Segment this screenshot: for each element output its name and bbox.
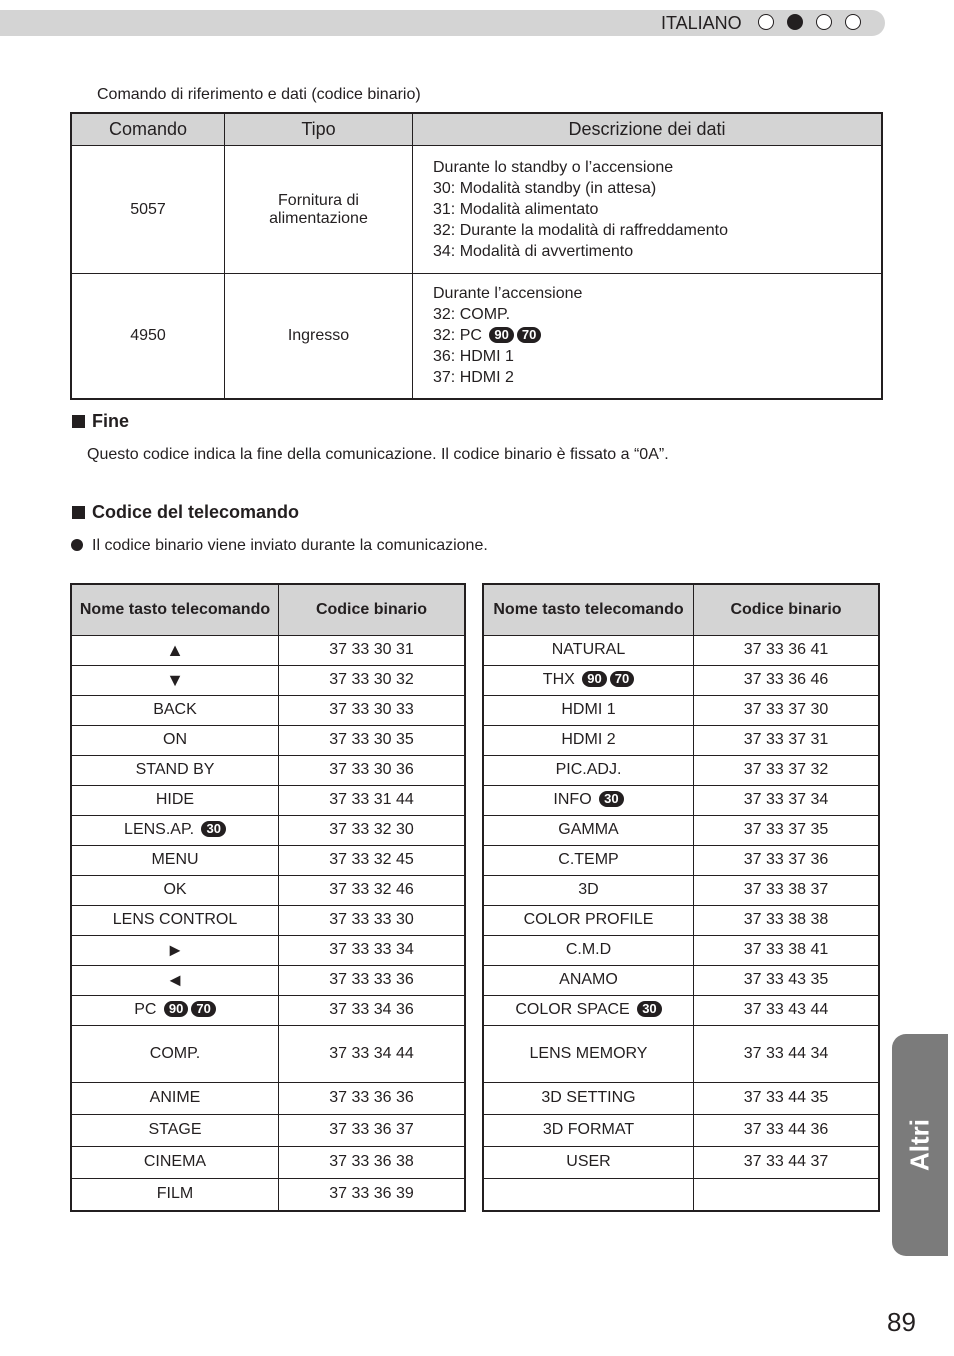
key-name: LENS MEMORY [529, 1044, 648, 1062]
key-name-cell [71, 1178, 279, 1211]
key-name: GAMMA [558, 821, 619, 838]
key-name: BACK [153, 701, 197, 718]
key-name: STAND BY [135, 761, 215, 778]
description-line: 34: Modalità di avvertimento [433, 243, 634, 260]
key-name: 3D SETTING [541, 1089, 636, 1106]
key-name-cell [483, 935, 694, 965]
model-90-badge: 90 [582, 671, 606, 687]
binary-code-cell: 37 33 31 44 [279, 785, 466, 815]
key-name-cell [71, 905, 279, 935]
key-name: PC [134, 1001, 157, 1018]
key-name-cell [71, 695, 279, 725]
binary-code-cell: 37 33 36 38 [279, 1146, 466, 1178]
binary-code-cell: 37 33 34 36 [279, 995, 466, 1025]
key-name: LENS CONTROL [112, 911, 238, 928]
key-name-cell [71, 785, 279, 815]
key-name-cell [483, 1114, 694, 1146]
table-row [483, 665, 879, 695]
binary-code-cell: 37 33 36 46 [694, 665, 880, 695]
binary-code-cell: 37 33 30 33 [279, 695, 466, 725]
key-name-cell [71, 635, 279, 665]
key-name-cell [483, 1178, 694, 1211]
binary-code-cell: 37 33 37 31 [694, 725, 880, 755]
binary-code-cell: 37 33 33 34 [279, 935, 466, 965]
key-name-cell [71, 875, 279, 905]
binary-code-cell: 37 33 44 37 [694, 1146, 880, 1178]
description-line: Durante l’accensione [433, 285, 583, 303]
section-tab-altri: Altri [892, 1034, 948, 1256]
key-name-cell [71, 815, 279, 845]
binary-code-cell: 37 33 32 45 [279, 845, 466, 875]
binary-code-cell: 37 33 34 44 [279, 1025, 466, 1082]
key-name: C.M.D [565, 941, 612, 958]
table-row [483, 875, 879, 905]
binary-code-cell: 37 33 44 35 [694, 1082, 880, 1114]
table-row [483, 1146, 879, 1178]
table-row [71, 755, 465, 785]
key-name-cell [71, 1025, 279, 1082]
key-name-cell [483, 1146, 694, 1178]
table-row [71, 1082, 465, 1114]
binary-code-cell: 37 33 43 35 [694, 965, 880, 995]
description-line: 32: COMP. [433, 306, 511, 324]
key-name-cell [71, 1146, 279, 1178]
type-line: Fornitura di [278, 191, 359, 209]
key-name-cell [483, 875, 694, 905]
binary-code-cell: 37 33 38 41 [694, 935, 880, 965]
table-row [483, 845, 879, 875]
key-name: ▲ [166, 639, 184, 660]
table-row [483, 905, 879, 935]
binary-code-cell: 37 33 30 35 [279, 725, 466, 755]
binary-code-cell: 37 33 37 32 [694, 755, 880, 785]
key-name: ► [166, 939, 184, 960]
page-number: 89 [887, 1307, 916, 1337]
table-row [483, 725, 879, 755]
column-header: Descrizione dei dati [413, 113, 883, 146]
table-row [71, 845, 465, 875]
description-line: 37: HDMI 2 [433, 369, 514, 387]
key-name-cell [71, 1082, 279, 1114]
key-name: LENS.AP. [124, 821, 195, 838]
binary-code-cell: 37 33 32 46 [279, 875, 466, 905]
key-name-cell [71, 1114, 279, 1146]
key-name-cell [483, 755, 694, 785]
remote-code-table-left [70, 583, 466, 1212]
table-row [71, 725, 465, 755]
section-dot-icon [845, 14, 861, 30]
model-90-badge: 90 [164, 1001, 188, 1017]
command-cell: 4950 [71, 274, 225, 399]
model-30-badge: 30 [599, 791, 623, 807]
description-line: Durante lo standby o l’accensione [433, 159, 674, 176]
description-line: 32: PC 90 70 [433, 325, 881, 346]
section-heading-fine: Fine [72, 411, 129, 432]
key-name-cell [71, 725, 279, 755]
reference-command-table [70, 112, 883, 400]
key-name-cell [483, 635, 694, 665]
table-row [71, 1146, 465, 1178]
binary-code-cell: 37 33 37 30 [694, 695, 880, 725]
description-line: 31: Modalità alimentato [433, 201, 599, 218]
table-row [71, 815, 465, 845]
table-row [483, 1082, 879, 1114]
key-name: ▼ [166, 669, 184, 690]
description-cell [413, 274, 883, 399]
column-header: Tipo [225, 113, 413, 146]
binary-code-cell: 37 33 43 44 [694, 995, 880, 1025]
key-name-cell [71, 755, 279, 785]
key-name-cell [483, 725, 694, 755]
binary-code-cell: 37 33 38 38 [694, 905, 880, 935]
table-row [483, 635, 879, 665]
table-row [483, 785, 879, 815]
square-bullet-icon [72, 415, 85, 428]
column-header: Nome tasto telecomando [483, 584, 694, 635]
table-row [483, 695, 879, 725]
key-name-cell [71, 995, 279, 1025]
model-70-badge: 70 [517, 327, 541, 343]
key-name: C.TEMP [558, 851, 619, 868]
table-row [71, 785, 465, 815]
model-30-badge: 30 [201, 821, 225, 837]
column-header: Codice binario [694, 584, 880, 635]
key-name: COLOR PROFILE [523, 911, 654, 928]
table-row [71, 274, 882, 399]
key-name: FILM [156, 1185, 194, 1202]
table-row [71, 935, 465, 965]
key-name-cell [483, 665, 694, 695]
key-name-cell [483, 995, 694, 1025]
type-cell [225, 146, 413, 274]
table-row [483, 815, 879, 845]
remote-code-table-right [482, 583, 880, 1212]
table-row [71, 665, 465, 695]
table-row [71, 1025, 465, 1082]
key-name-cell [71, 935, 279, 965]
language-label: ITALIANO [661, 13, 742, 33]
binary-code-cell: 37 33 36 41 [694, 635, 880, 665]
type-cell [225, 274, 413, 399]
key-name-cell [483, 1025, 694, 1082]
section-dot-icon [816, 14, 832, 30]
description-line: 36: HDMI 1 [433, 348, 514, 366]
key-name-cell [483, 785, 694, 815]
table-row [483, 1178, 879, 1211]
description-line: 32: Durante la modalità di raffreddamento [433, 222, 728, 239]
key-name: MENU [151, 851, 199, 868]
key-name: 3D [578, 881, 599, 898]
table-row [71, 965, 465, 995]
key-name-cell [483, 1082, 694, 1114]
key-name: HDMI 2 [561, 731, 616, 748]
binary-code-cell: 37 33 37 34 [694, 785, 880, 815]
section-dot-icon [758, 14, 774, 30]
key-name: COLOR SPACE [515, 1001, 630, 1018]
table-row [71, 146, 882, 274]
model-70-badge: 70 [191, 1001, 215, 1017]
key-name-cell [483, 845, 694, 875]
table-row [483, 965, 879, 995]
model-90-badge: 90 [489, 327, 513, 343]
key-name: NATURAL [551, 641, 626, 658]
description-cell [413, 146, 883, 274]
table-row [483, 1114, 879, 1146]
type-line: Ingresso [287, 326, 350, 344]
key-name: INFO [553, 791, 592, 808]
binary-code-cell: 37 33 30 36 [279, 755, 466, 785]
binary-code-cell: 37 33 37 36 [694, 845, 880, 875]
table-caption: Comando di riferimento e dati (codice binario) [97, 86, 421, 103]
binary-code-cell: 37 33 30 32 [279, 665, 466, 695]
key-name: THX [542, 671, 575, 688]
key-name: 3D FORMAT [542, 1121, 635, 1138]
key-name: ON [163, 731, 187, 748]
column-header: Codice binario [279, 584, 466, 635]
table-row [483, 935, 879, 965]
description-line: 30: Modalità standby (in attesa) [433, 180, 657, 197]
section-dot-active-icon [787, 14, 803, 30]
binary-code-cell: 37 33 38 37 [694, 875, 880, 905]
model-30-badge: 30 [637, 1001, 661, 1017]
key-name: HDMI 1 [561, 701, 616, 718]
key-name: COMP. [149, 1044, 201, 1062]
binary-code-cell: 37 33 44 34 [694, 1025, 880, 1082]
table-row [71, 995, 465, 1025]
key-name: ◄ [166, 969, 184, 990]
key-name: USER [566, 1153, 611, 1170]
table-row [483, 1025, 879, 1082]
bullet-note: Il codice binario viene inviato durante la comunicazione. [71, 537, 488, 555]
key-name-cell [483, 905, 694, 935]
binary-code-cell: 37 33 36 36 [279, 1082, 466, 1114]
key-name: ANAMO [559, 971, 618, 988]
command-cell: 5057 [71, 146, 225, 274]
type-line: alimentazione [269, 209, 368, 227]
key-name: HIDE [155, 791, 195, 808]
column-header: Comando [71, 113, 225, 146]
binary-code-cell [694, 1178, 880, 1211]
table-row [71, 695, 465, 725]
column-header: Nome tasto telecomando [71, 584, 279, 635]
round-bullet-icon [71, 539, 83, 551]
key-name-cell [483, 815, 694, 845]
square-bullet-icon [72, 506, 85, 519]
binary-code-cell: 37 33 32 30 [279, 815, 466, 845]
key-name: OK [163, 881, 187, 898]
binary-code-cell: 37 33 30 31 [279, 635, 466, 665]
section-heading-remote-code: Codice del telecomando [72, 502, 299, 523]
key-name-cell [71, 965, 279, 995]
table-row [71, 635, 465, 665]
table-row [71, 905, 465, 935]
key-name: ANIME [149, 1089, 201, 1106]
key-name-cell [483, 695, 694, 725]
binary-code-cell: 37 33 44 36 [694, 1114, 880, 1146]
table-row [483, 755, 879, 785]
key-name: PIC.ADJ. [555, 761, 622, 778]
model-70-badge: 70 [610, 671, 634, 687]
binary-code-cell: 37 33 37 35 [694, 815, 880, 845]
key-name: STAGE [148, 1121, 202, 1138]
fine-description: Questo codice indica la fine della comunicazione. Il codice binario è fissato a “0A”. [87, 446, 669, 463]
table-row [71, 875, 465, 905]
binary-code-cell: 37 33 36 39 [279, 1178, 466, 1211]
binary-code-cell: 37 33 33 30 [279, 905, 466, 935]
table-row [483, 995, 879, 1025]
binary-code-cell: 37 33 36 37 [279, 1114, 466, 1146]
table-row [71, 1114, 465, 1146]
key-name: CINEMA [143, 1153, 207, 1170]
table-row [71, 1178, 465, 1211]
header-bar [0, 10, 885, 36]
key-name-cell [483, 965, 694, 995]
key-name-cell [71, 665, 279, 695]
key-name-cell [71, 845, 279, 875]
binary-code-cell: 37 33 33 36 [279, 965, 466, 995]
